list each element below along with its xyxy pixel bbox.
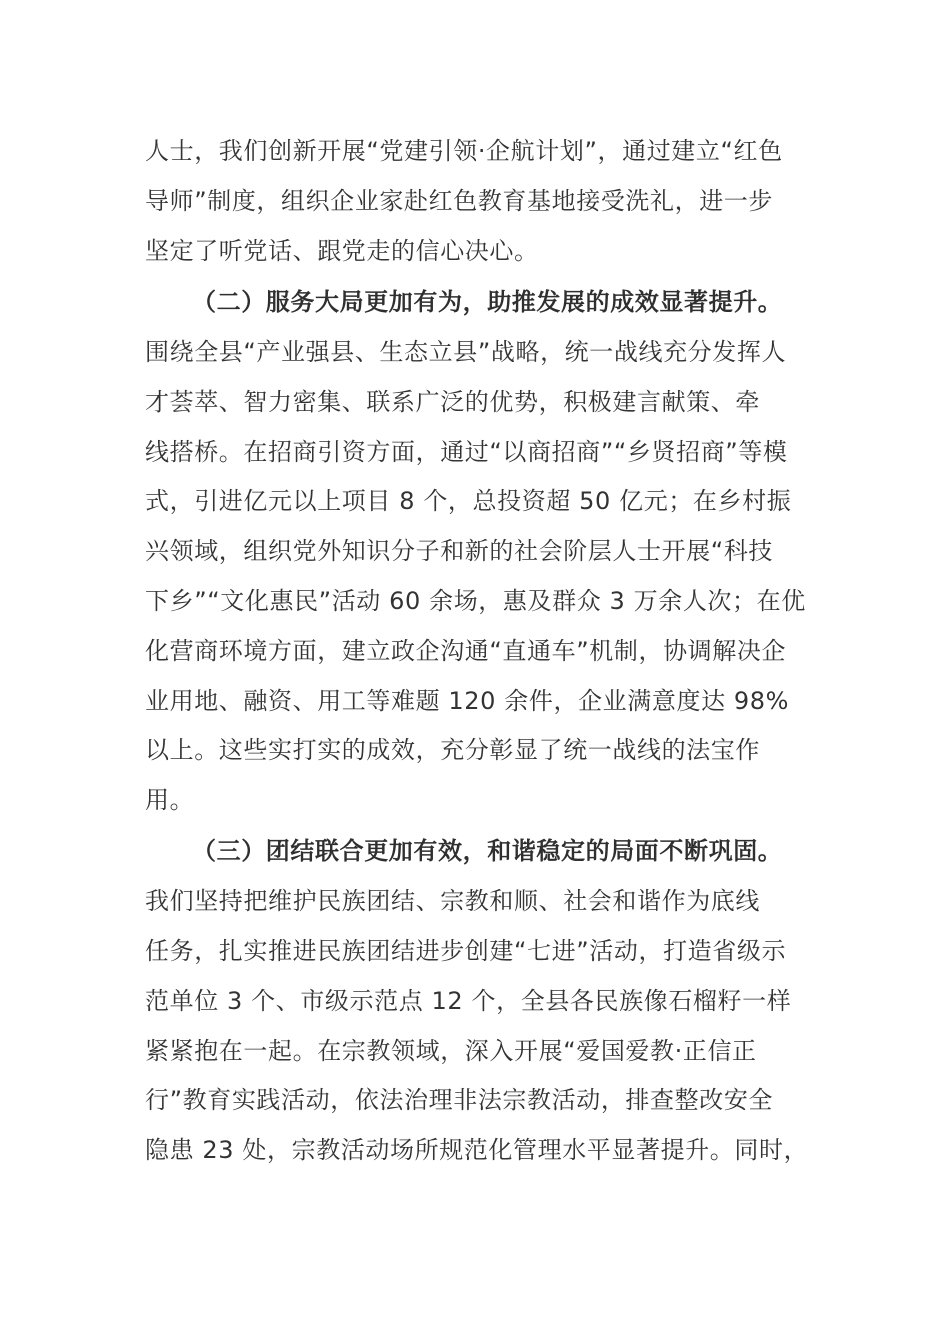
text-line: 式，引进亿元以上项目 8 个，总投资超 50 亿元；在乡村振: [145, 487, 792, 515]
text-line: 化营商环境方面，建立政企沟通“直通车”机制，协调解决企: [145, 637, 787, 665]
text-line: 行”教育实践活动，依法治理非法宗教活动，排查整改安全: [145, 1086, 774, 1114]
text-line: 业用地、融资、用工等难题 120 余件，企业满意度达 98%: [145, 687, 790, 715]
text-line: 隐患 23 处，宗教活动场所规范化管理水平显著提升。同时，: [145, 1136, 809, 1164]
text-line: 坚定了听党话、跟党走的信心决心。: [145, 237, 539, 265]
text-line: 人士，我们创新开展“党建引领·企航计划”，通过建立“红色: [145, 137, 783, 165]
section-heading: （三）团结联合更加有效，和谐稳定的局面不断巩固。: [192, 837, 783, 865]
text-line: 以上。这些实打实的成效，充分彰显了统一战线的法宝作: [145, 736, 760, 764]
text-line: 围绕全县“产业强县、生态立县”战略，统一战线充分发挥人: [145, 338, 787, 366]
text-line: 导师”制度，组织企业家赴红色教育基地接受洗礼，进一步: [145, 187, 774, 215]
text-line: 才荟萃、智力密集、联系广泛的优势，积极建言献策、牵: [145, 388, 760, 416]
text-line: 线搭桥。在招商引资方面，通过“以商招商”“乡贤招商”等模: [145, 438, 788, 466]
section-heading: （二）服务大局更加有为，助推发展的成效显著提升。: [192, 288, 783, 316]
text-line: 紧紧抱在一起。在宗教领域，深入开展“爱国爱教·正信正: [145, 1037, 757, 1065]
text-line: 下乡”“文化惠民”活动 60 余场，惠及群众 3 万余人次；在优: [145, 587, 806, 615]
text-line: 任务，扎实推进民族团结进步创建“七进”活动，打造省级示: [145, 937, 787, 965]
text-line: 兴领域，组织党外知识分子和新的社会阶层人士开展“科技: [145, 537, 774, 565]
text-line: 用。: [145, 786, 195, 814]
text-line: 我们坚持把维护民族团结、宗教和顺、社会和谐作为底线: [145, 887, 760, 915]
text-line: 范单位 3 个、市级示范点 12 个，全县各民族像石榴籽一样: [145, 987, 792, 1015]
